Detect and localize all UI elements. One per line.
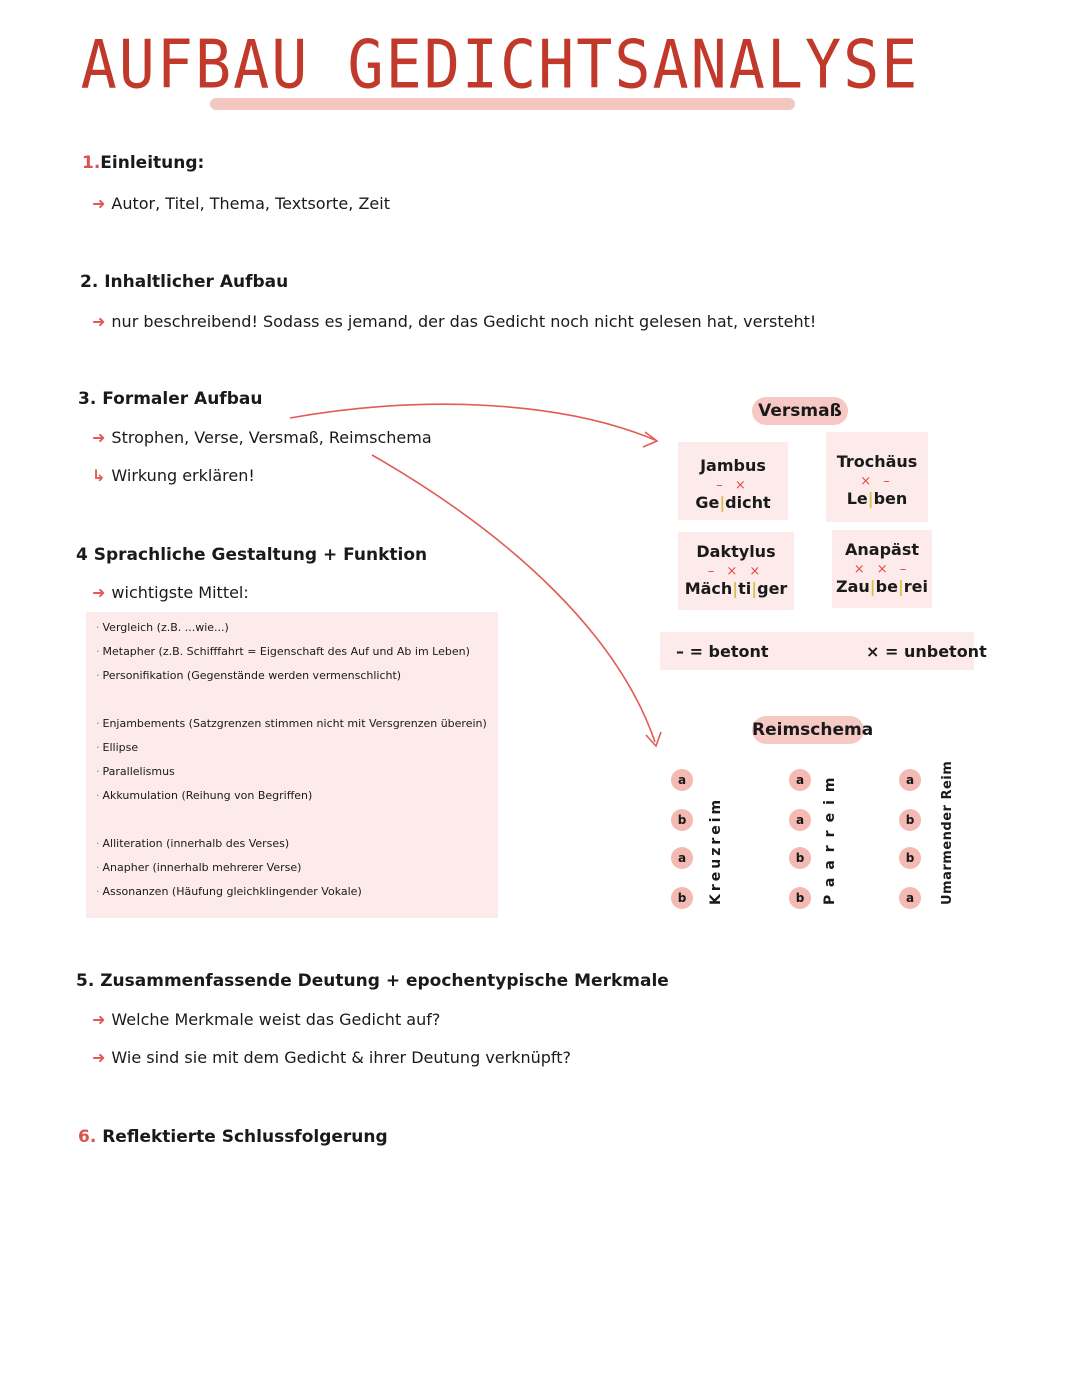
rhyme-letter: a xyxy=(789,809,811,831)
arrow-return-icon: ↳ xyxy=(92,466,106,485)
rhyme-letter: b xyxy=(671,887,693,909)
foot-example-word: Zau|be|rei xyxy=(835,577,929,596)
arrow-right-icon: ➜ xyxy=(92,312,106,331)
scheme-name-paarreim: Paarreim xyxy=(822,769,838,905)
rhyme-letter: a xyxy=(899,769,921,791)
section-1-line: ➜ Autor, Titel, Thema, Textsorte, Zeit xyxy=(92,194,390,213)
versmass-label: Versmaß xyxy=(752,397,848,425)
section-5-heading: 5. Zusammenfassende Deutung + epochentypische Merkmale xyxy=(76,971,669,991)
device-item: · Akkumulation (Reihung von Begriffen) xyxy=(96,789,313,802)
section-1-heading: 1.Einleitung: xyxy=(82,153,205,173)
foot-example-word: Ge|dicht xyxy=(695,493,771,512)
arrow-right-icon: ➜ xyxy=(92,1048,106,1067)
section-6-heading: 6. Reflektierte Schlussfolgerung xyxy=(78,1127,388,1147)
foot-example-word: Mäch|ti|ger xyxy=(684,579,788,598)
rhyme-letter: b xyxy=(789,847,811,869)
device-item: · Metapher (z.B. Schifffahrt = Eigenschaft des Auf und Ab im Leben) xyxy=(96,645,470,658)
device-item: · Vergleich (z.B. ...wie...) xyxy=(96,621,229,634)
section-2-heading: 2. Inhaltlicher Aufbau xyxy=(80,272,289,292)
scheme-name-kreuzreim: Kreuzreim xyxy=(708,796,724,905)
rhyme-letter: b xyxy=(671,809,693,831)
reimschema-label: Reimschema xyxy=(752,716,864,744)
arrow-right-icon: ➜ xyxy=(92,583,106,602)
device-item: · Assonanzen (Häufung gleichklingender Vokale) xyxy=(96,885,362,898)
rhyme-letter: a xyxy=(789,769,811,791)
section-3-heading: 3. Formaler Aufbau xyxy=(78,389,263,409)
device-item: · Personifikation (Gegenstände werden vermenschlicht) xyxy=(96,669,402,682)
arrow-right-icon: ➜ xyxy=(92,194,106,213)
foot-card-jambus: Jambus – × Ge|dicht xyxy=(678,442,788,520)
rhyme-letter: a xyxy=(671,847,693,869)
rhyme-letter: b xyxy=(899,809,921,831)
arrow-right-icon: ➜ xyxy=(92,428,106,447)
section-4-heading: 4 Sprachliche Gestaltung + Funktion xyxy=(76,545,428,565)
section-5-line-1: ➜ Welche Merkmale weist das Gedicht auf? xyxy=(92,1010,441,1029)
arrow-head-versmass xyxy=(643,432,657,447)
section-3-line-1: ➜ Strophen, Verse, Versmaß, Reimschema xyxy=(92,428,432,447)
device-item: · Parallelismus xyxy=(96,765,175,778)
section-4-line: ➜ wichtigste Mittel: xyxy=(92,583,249,602)
device-item: · Anapher (innerhalb mehrerer Verse) xyxy=(96,861,302,874)
device-item: · Ellipse xyxy=(96,741,139,754)
foot-card-trochaeus: Trochäus × – Le|ben xyxy=(826,432,928,522)
foot-example-word: Le|ben xyxy=(846,489,908,508)
rhyme-letter: b xyxy=(899,847,921,869)
foot-card-anapaest: Anapäst × × – Zau|be|rei xyxy=(832,530,932,608)
rhyme-letter: b xyxy=(789,887,811,909)
section-3-line-2: ↳ Wirkung erklären! xyxy=(92,466,255,485)
device-item: · Enjambements (Satzgrenzen stimmen nicht mit Versgrenzen überein) xyxy=(96,717,487,730)
rhyme-letter: a xyxy=(899,887,921,909)
section-2-line: ➜ nur beschreibend! Sodass es jemand, der das Gedicht noch nicht gelesen hat, versteht! xyxy=(92,312,817,331)
scheme-name-umarmender-reim: Umarmender Reim xyxy=(940,760,955,905)
device-item: · Alliteration (innerhalb des Verses) xyxy=(96,837,290,850)
legend-stressed: – = betont xyxy=(676,642,769,661)
stylistic-devices-box xyxy=(86,612,498,918)
section-5-line-2: ➜ Wie sind sie mit dem Gedicht & ihrer Deutung verknüpft? xyxy=(92,1048,572,1067)
arrow-right-icon: ➜ xyxy=(92,1010,106,1029)
rhyme-letter: a xyxy=(671,769,693,791)
page-title: AUFBAU GEDICHTSANALYSE xyxy=(80,25,920,105)
legend-unstressed: × = unbetont xyxy=(866,642,987,661)
foot-card-daktylus: Daktylus – × × Mäch|ti|ger xyxy=(678,532,794,610)
